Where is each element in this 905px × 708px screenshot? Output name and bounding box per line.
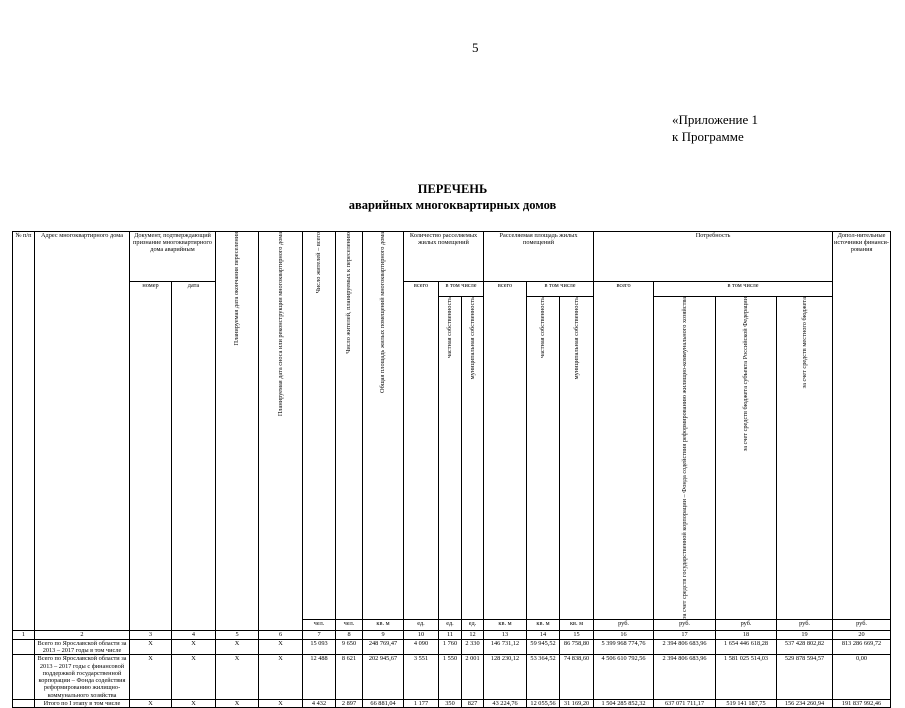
header-address: Адрес многоквартирного дома bbox=[35, 232, 130, 631]
header-need-local: за счет средств местного бюджета bbox=[777, 297, 833, 620]
table-cell: 12 055,56 bbox=[527, 699, 560, 707]
table-cell: Х bbox=[130, 699, 172, 707]
header-area-private: частная собственность bbox=[527, 297, 560, 620]
column-number: 13 bbox=[484, 630, 527, 639]
table-cell: Х bbox=[216, 699, 259, 707]
row-name: Всего по Ярославской области за 2013 – 2017 годы в том числе bbox=[35, 639, 130, 654]
header-area-total: всего bbox=[484, 282, 527, 620]
unit-cell: руб. bbox=[833, 619, 891, 630]
column-number: 1 bbox=[13, 630, 35, 639]
header-area-municipal: муниципальная собственность bbox=[560, 297, 594, 620]
table-cell: 1 760 bbox=[439, 639, 462, 654]
table-cell: 191 837 992,46 bbox=[833, 699, 891, 707]
unit-cell: руб. bbox=[777, 619, 833, 630]
table-cell: 637 071 711,17 bbox=[654, 699, 716, 707]
table-cell: 128 230,12 bbox=[484, 655, 527, 699]
table-cell: 86 758,80 bbox=[560, 639, 594, 654]
column-number: 17 bbox=[654, 630, 716, 639]
table-cell: 2 394 806 683,96 bbox=[654, 639, 716, 654]
table-cell: Х bbox=[259, 655, 303, 699]
table-cell: 5 399 968 774,76 bbox=[594, 639, 654, 654]
unit-cell: ед. bbox=[462, 619, 484, 630]
header-need-total: всего bbox=[594, 282, 654, 620]
table-cell: 519 141 187,75 bbox=[716, 699, 777, 707]
appendix-caption bbox=[672, 111, 758, 145]
table-cell: 248 769,47 bbox=[363, 639, 404, 654]
table-cell: 0,00 bbox=[833, 655, 891, 699]
unit-cell: руб. bbox=[654, 619, 716, 630]
header-doc-number: номер bbox=[130, 282, 172, 631]
column-number: 20 bbox=[833, 630, 891, 639]
header-residents-total: Число жителей – всего bbox=[303, 232, 336, 620]
column-number: 16 bbox=[594, 630, 654, 639]
table-cell: 1 550 bbox=[439, 655, 462, 699]
header-total-area: Общая площадь жилых помещений многоквартирного дома bbox=[363, 232, 404, 620]
header-residents-relocated: Число жителей, планируемых к переселению bbox=[336, 232, 363, 620]
table-cell: 3 551 bbox=[404, 655, 439, 699]
column-number: 8 bbox=[336, 630, 363, 639]
table-cell: 813 286 669,72 bbox=[833, 639, 891, 654]
unit-cell: руб. bbox=[594, 619, 654, 630]
unit-cell: кв. м bbox=[527, 619, 560, 630]
appendix-line-2: к Программе bbox=[672, 129, 744, 144]
appendix-line-1: «Приложение 1 bbox=[672, 112, 759, 127]
unit-cell: ед. bbox=[404, 619, 439, 630]
header-need-fund: за счет средств государственной корпорации – Фонда содействия реформированию жилищно-коммунального хозяйства bbox=[654, 297, 716, 620]
title-line-2: аварийных многоквартирных домов bbox=[348, 198, 557, 212]
unit-cell: руб. bbox=[716, 619, 777, 630]
table-cell: 12 488 bbox=[303, 655, 336, 699]
table-cell: 31 169,20 bbox=[560, 699, 594, 707]
table-cell: 4 432 bbox=[303, 699, 336, 707]
column-number: 15 bbox=[560, 630, 594, 639]
table-cell: 827 bbox=[462, 699, 484, 707]
column-number: 14 bbox=[527, 630, 560, 639]
header-document: Документ, подтверждающий признание многоквартирного дома аварийным bbox=[130, 232, 216, 282]
table-cell: 2 394 806 683,96 bbox=[654, 655, 716, 699]
table-row bbox=[13, 699, 891, 707]
table-cell: 1 581 025 514,03 bbox=[716, 655, 777, 699]
column-number: 2 bbox=[35, 630, 130, 639]
header-number: № п/п bbox=[13, 232, 35, 631]
column-number: 4 bbox=[172, 630, 216, 639]
unit-cell: кв. м bbox=[560, 619, 594, 630]
unit-cell: чел. bbox=[336, 619, 363, 630]
header-demolition-date: Планируемая дата сноса или реконструкции многоквартирного дома bbox=[259, 232, 303, 631]
table-cell: 53 364,52 bbox=[527, 655, 560, 699]
header-additional-sources: Допол-нительные источники финанси-рования bbox=[833, 232, 891, 620]
table-cell: 350 bbox=[439, 699, 462, 707]
title-line-1: ПЕРЕЧЕНЬ bbox=[417, 182, 488, 196]
header-area: Расселяемая площадь жилых помещений bbox=[484, 232, 594, 282]
column-number: 18 bbox=[716, 630, 777, 639]
header-rooms-municipal: муниципальная собственность bbox=[462, 297, 484, 620]
column-number: 12 bbox=[462, 630, 484, 639]
unit-cell: кв. м bbox=[484, 619, 527, 630]
header-rooms-total: всего bbox=[404, 282, 439, 620]
column-number: 5 bbox=[216, 630, 259, 639]
table-cell: 202 945,67 bbox=[363, 655, 404, 699]
table-cell: 1 504 285 852,32 bbox=[594, 699, 654, 707]
table-cell: 1 177 bbox=[404, 699, 439, 707]
column-number: 6 bbox=[259, 630, 303, 639]
table-cell: 2 897 bbox=[336, 699, 363, 707]
table-cell: 8 621 bbox=[336, 655, 363, 699]
table-row bbox=[13, 655, 891, 699]
table-cell: 74 838,60 bbox=[560, 655, 594, 699]
table-cell: Х bbox=[259, 639, 303, 654]
header-doc-date: дата bbox=[172, 282, 216, 631]
table-cell: 9 650 bbox=[336, 639, 363, 654]
header-need-incl: в том числе bbox=[654, 282, 833, 297]
table-cell: Х bbox=[216, 639, 259, 654]
table-cell: 2 001 bbox=[462, 655, 484, 699]
row-name: Всего по Ярославской области за 2013 – 2017 годы с финансовой поддержкой государственной корпорации – Фонда содействия реформированию жилищно-коммунального хозяйства bbox=[35, 655, 130, 699]
table-cell: 15 093 bbox=[303, 639, 336, 654]
page-number: 5 bbox=[472, 40, 479, 55]
document-title bbox=[0, 181, 905, 213]
table-cell: Х bbox=[130, 639, 172, 654]
table-cell: 66 881,04 bbox=[363, 699, 404, 707]
table-cell: 529 878 594,57 bbox=[777, 655, 833, 699]
header-need: Потребность bbox=[594, 232, 833, 282]
table-row bbox=[13, 639, 891, 654]
header-rooms-private: частная собственность bbox=[439, 297, 462, 620]
table-cell: Х bbox=[259, 699, 303, 707]
table-cell: 4 506 610 792,56 bbox=[594, 655, 654, 699]
column-number: 19 bbox=[777, 630, 833, 639]
table-cell: Х bbox=[172, 655, 216, 699]
table-cell: 43 224,76 bbox=[484, 699, 527, 707]
header-relocation-date: Планируемая дата окончания переселения bbox=[216, 232, 259, 631]
table-cell: 2 330 bbox=[462, 639, 484, 654]
header-area-incl: в том числе bbox=[527, 282, 594, 297]
table-cell: Х bbox=[216, 655, 259, 699]
header-need-regional: за счет средств бюджета субъекта Российской Федерации bbox=[716, 297, 777, 620]
column-number: 9 bbox=[363, 630, 404, 639]
unit-cell: ед. bbox=[439, 619, 462, 630]
row-name: Итого по I этапу в том числе bbox=[35, 699, 130, 707]
table-cell: Х bbox=[130, 655, 172, 699]
table-cell: 4 090 bbox=[404, 639, 439, 654]
column-number: 7 bbox=[303, 630, 336, 639]
table-cell: Х bbox=[172, 699, 216, 707]
table-cell: Х bbox=[172, 639, 216, 654]
header-row-1 bbox=[13, 232, 891, 282]
table-cell: 537 428 802,82 bbox=[777, 639, 833, 654]
header-rooms-incl: в том числе bbox=[439, 282, 484, 297]
emergency-houses-table bbox=[12, 231, 891, 708]
table-cell: 59 945,52 bbox=[527, 639, 560, 654]
unit-cell: кв. м bbox=[363, 619, 404, 630]
table-cell: 156 234 260,94 bbox=[777, 699, 833, 707]
column-number: 11 bbox=[439, 630, 462, 639]
table-cell: 146 731,12 bbox=[484, 639, 527, 654]
column-number: 3 bbox=[130, 630, 172, 639]
header-row-2 bbox=[13, 282, 891, 297]
column-number: 10 bbox=[404, 630, 439, 639]
column-numbers-row bbox=[13, 630, 891, 639]
table-cell: 1 654 446 618,28 bbox=[716, 639, 777, 654]
unit-cell: чел. bbox=[303, 619, 336, 630]
header-rooms: Количество расселяемых жилых помещений bbox=[404, 232, 484, 282]
